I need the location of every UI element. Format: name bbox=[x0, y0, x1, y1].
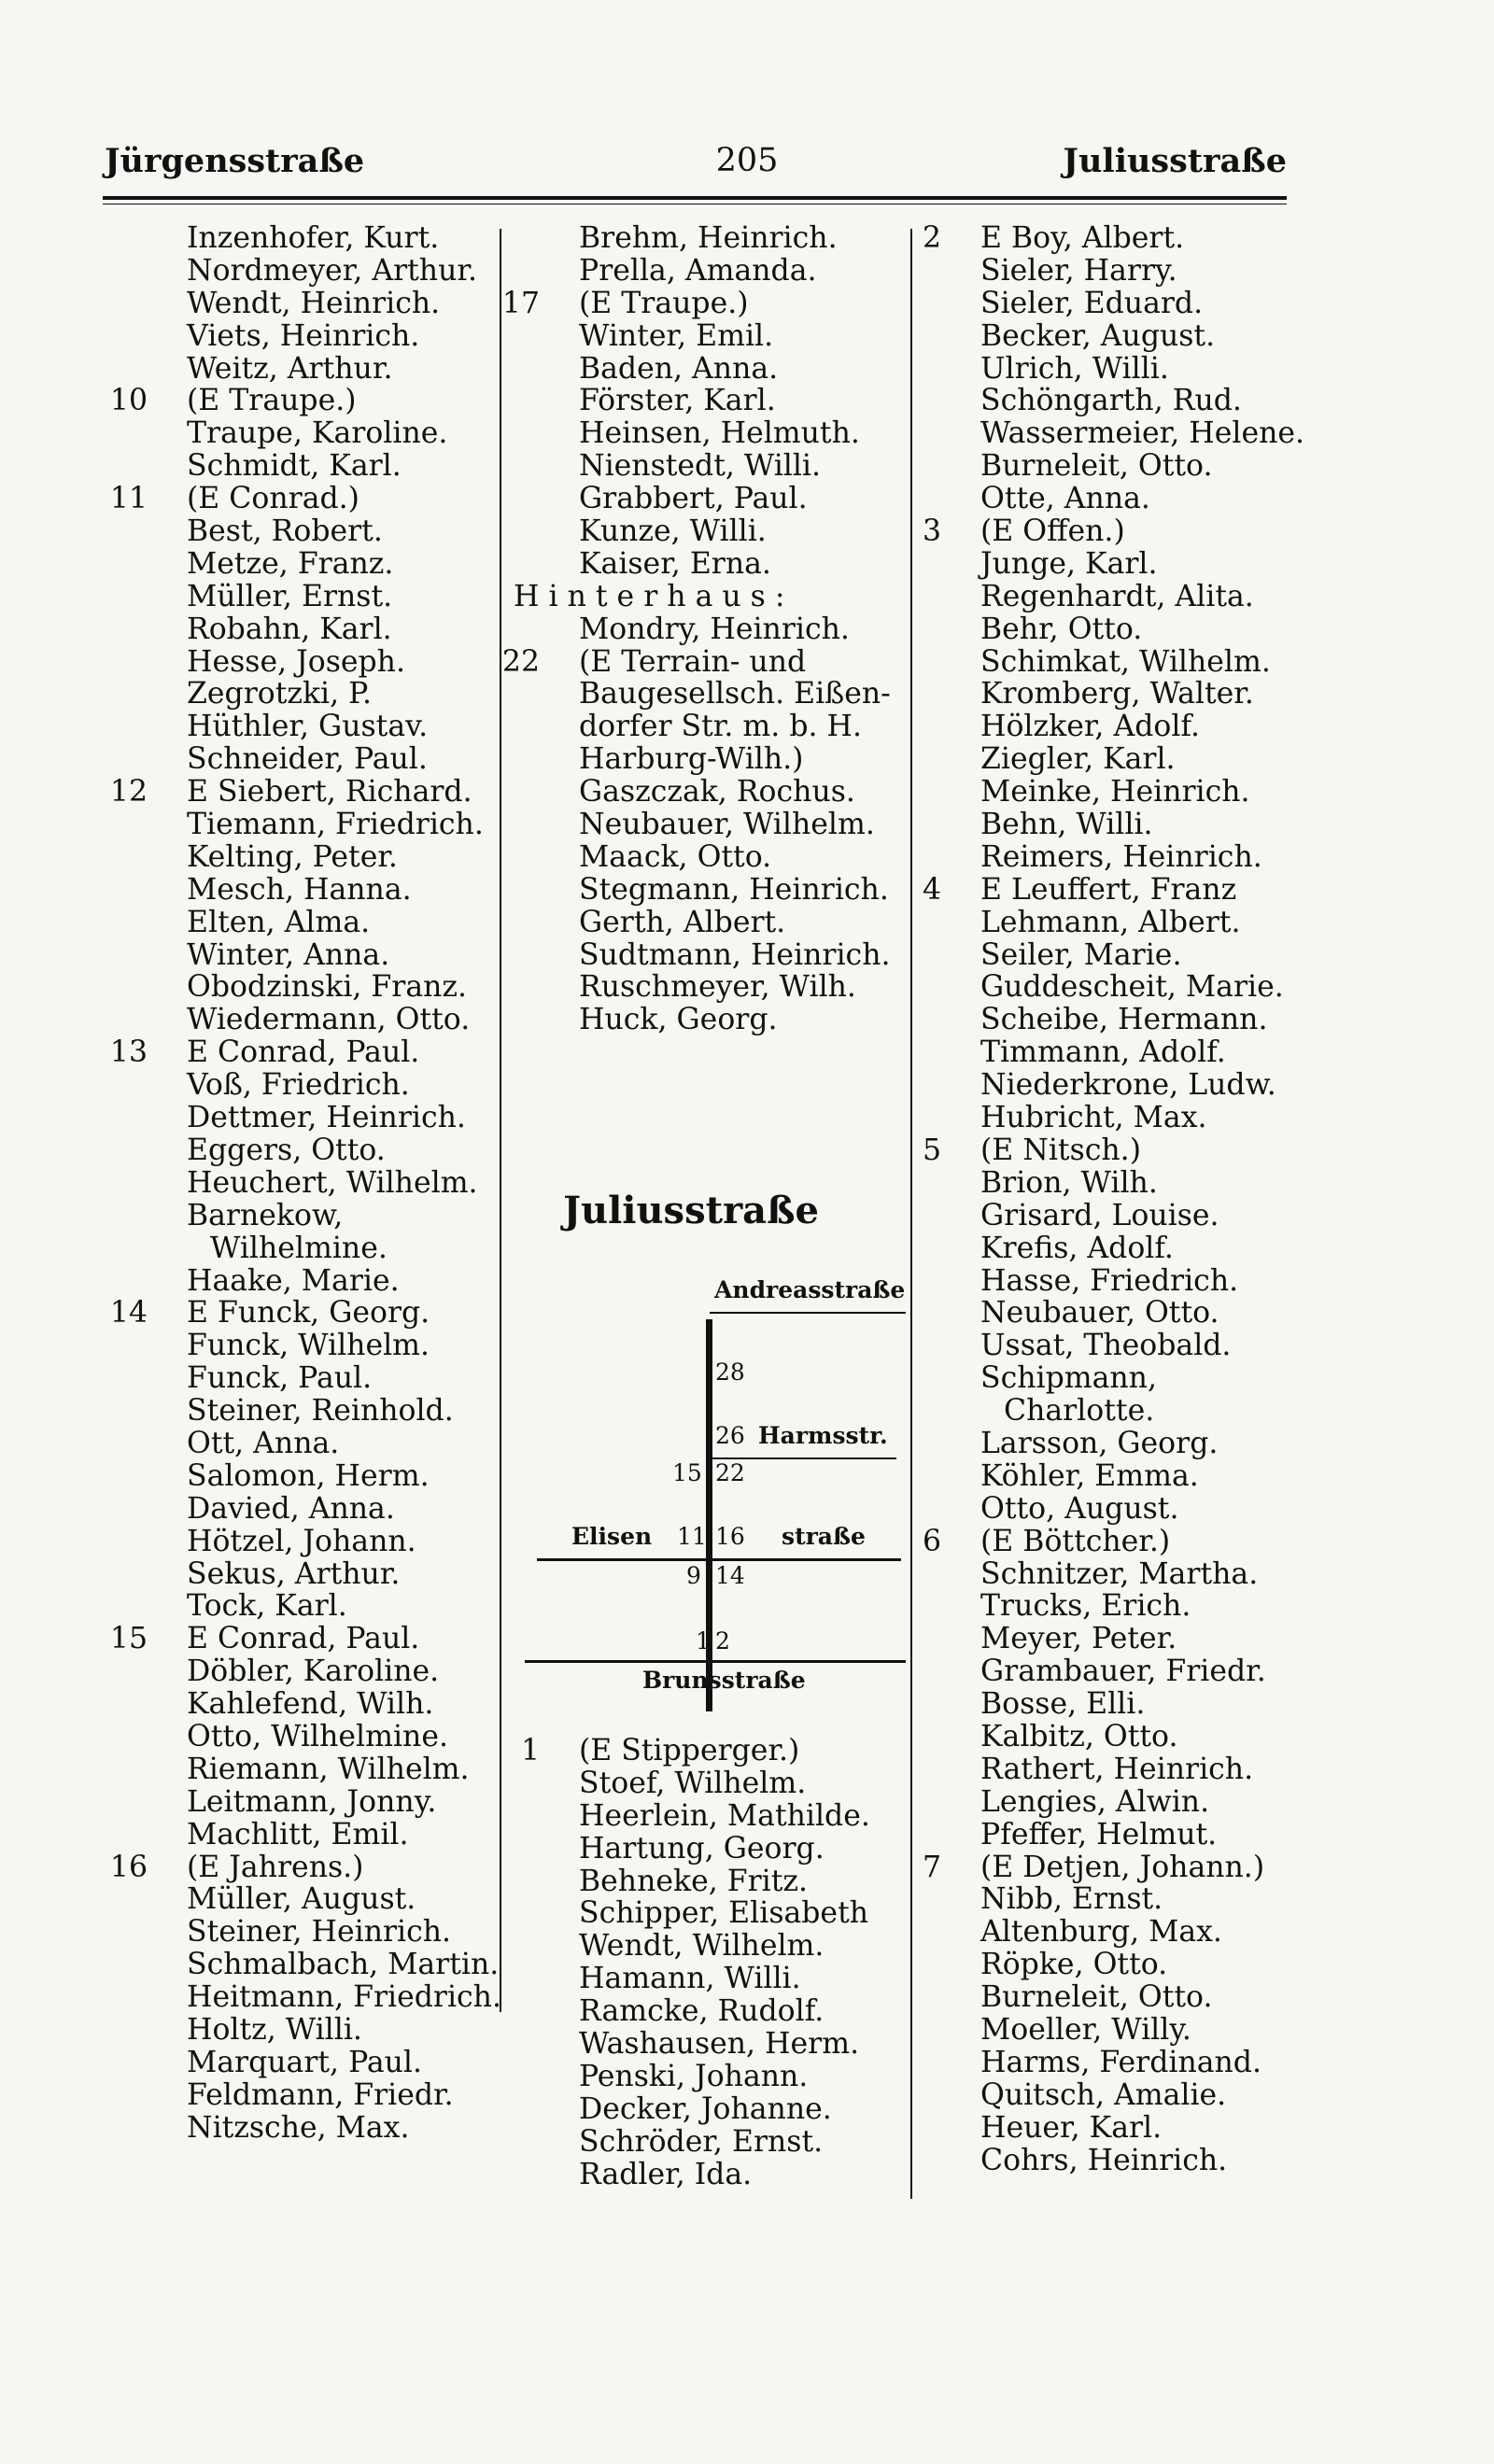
street-map bbox=[523, 1265, 915, 1695]
resident-name: Krefis, Adolf. bbox=[980, 1231, 1174, 1265]
resident-name: Heuer, Karl. bbox=[980, 2110, 1163, 2145]
map-number: 28 bbox=[715, 1359, 745, 1386]
map-bottom-street-line bbox=[525, 1660, 906, 1663]
house-number: 6 bbox=[922, 1524, 941, 1558]
resident-name: Winter, Emil. bbox=[579, 318, 774, 353]
resident-name: Behr, Otto. bbox=[980, 612, 1143, 646]
resident-name: Ziegler, Karl. bbox=[980, 742, 1176, 777]
resident-name: Bosse, Elli. bbox=[980, 1687, 1146, 1722]
map-number: 2 bbox=[715, 1627, 730, 1654]
map-number: 9 bbox=[686, 1562, 701, 1589]
resident-name: Rathert, Heinrich. bbox=[980, 1752, 1254, 1786]
resident-name: Wendt, Heinrich. bbox=[187, 286, 441, 320]
resident-name: Voß, Friedrich. bbox=[187, 1068, 410, 1103]
resident-name: Schipmann, bbox=[980, 1361, 1157, 1396]
resident-name: Ulrich, Willi. bbox=[980, 351, 1169, 386]
resident-name: Tock, Karl. bbox=[187, 1589, 347, 1624]
resident-name: Prella, Amanda. bbox=[579, 253, 817, 288]
resident-name: Ruschmeyer, Wilh. bbox=[579, 970, 856, 1005]
resident-name: Decker, Johanne. bbox=[579, 2091, 832, 2126]
resident-name: Maack, Otto. bbox=[579, 839, 772, 874]
resident-name: E Siebert, Richard. bbox=[187, 775, 472, 810]
header-rule bbox=[103, 196, 1287, 200]
resident-name: Inzenhofer, Kurt. bbox=[187, 221, 440, 255]
resident-name: Heinsen, Helmuth. bbox=[579, 416, 860, 451]
house-number: 14 bbox=[109, 1296, 148, 1331]
resident-name: Brion, Wilh. bbox=[980, 1165, 1158, 1200]
resident-name: H i n t e r h a u s : bbox=[514, 579, 785, 613]
resident-name: Baden, Anna. bbox=[579, 351, 779, 386]
resident-name: Neubauer, Otto. bbox=[980, 1296, 1219, 1331]
house-number: 10 bbox=[109, 384, 148, 418]
header-left-street: Jürgensstraße bbox=[105, 142, 365, 180]
resident-name: Wendt, Wilhelm. bbox=[579, 1929, 825, 1964]
resident-name: Charlotte. bbox=[1004, 1394, 1155, 1429]
resident-name: Marquart, Paul. bbox=[187, 2045, 422, 2079]
header-right-street: Juliusstraße bbox=[1063, 142, 1287, 180]
house-number: 17 bbox=[501, 286, 540, 320]
resident-name: Viets, Heinrich. bbox=[187, 318, 420, 353]
house-number: 5 bbox=[922, 1133, 941, 1167]
resident-name: Trucks, Erich. bbox=[980, 1589, 1191, 1624]
resident-name: (E Nitsch.) bbox=[980, 1133, 1141, 1167]
house-number: 4 bbox=[922, 872, 941, 907]
resident-name: Penski, Johann. bbox=[579, 2059, 809, 2093]
resident-name: Röpke, Otto. bbox=[980, 1948, 1168, 1982]
resident-name: Wilhelmine. bbox=[210, 1231, 388, 1265]
resident-name: Kaiser, Erna. bbox=[579, 546, 771, 581]
resident-name: Pfeffer, Helmut. bbox=[980, 1817, 1218, 1852]
resident-name: Sieler, Eduard. bbox=[980, 286, 1204, 320]
house-number: 2 bbox=[922, 221, 941, 255]
resident-name: Moeller, Willy. bbox=[980, 2012, 1191, 2047]
resident-name: Ott, Anna. bbox=[187, 1426, 340, 1460]
resident-name: Schnitzer, Martha. bbox=[980, 1556, 1259, 1591]
map-number: 26 bbox=[715, 1422, 745, 1449]
resident-name: Schipper, Elisabeth bbox=[579, 1896, 869, 1931]
resident-name: Hubricht, Max. bbox=[980, 1101, 1207, 1135]
resident-name: Nitzsche, Max. bbox=[187, 2110, 410, 2145]
resident-name: Behn, Willi. bbox=[980, 808, 1153, 842]
resident-name: Seiler, Marie. bbox=[980, 937, 1182, 972]
resident-name: (E Jahrens.) bbox=[187, 1850, 364, 1884]
resident-name: Otto, August. bbox=[980, 1491, 1179, 1526]
resident-name: Cohrs, Heinrich. bbox=[980, 2143, 1228, 2177]
resident-name: Junge, Karl. bbox=[980, 546, 1158, 581]
resident-name: Best, Robert. bbox=[187, 514, 383, 549]
resident-name: Hötzel, Johann. bbox=[187, 1524, 416, 1558]
resident-name: Döbler, Karoline. bbox=[187, 1654, 440, 1689]
resident-name: Dettmer, Heinrich. bbox=[187, 1101, 466, 1135]
house-number: 11 bbox=[109, 482, 148, 516]
page-number: 205 bbox=[715, 142, 779, 179]
resident-name: Köhler, Emma. bbox=[980, 1458, 1199, 1493]
resident-name: (E Traupe.) bbox=[579, 286, 749, 320]
resident-name: Schmidt, Karl. bbox=[187, 449, 402, 484]
resident-name: Kahlefend, Wilh. bbox=[187, 1687, 434, 1722]
resident-name: Funck, Wilhelm. bbox=[187, 1329, 430, 1363]
resident-name: Harburg-Wilh.) bbox=[579, 742, 804, 777]
resident-name: Lengies, Alwin. bbox=[980, 1784, 1210, 1819]
resident-name: Traupe, Karoline. bbox=[187, 416, 448, 451]
resident-name: Eggers, Otto. bbox=[187, 1133, 386, 1167]
resident-name: Stegmann, Heinrich. bbox=[579, 872, 889, 907]
map-number: 22 bbox=[715, 1459, 745, 1486]
resident-name: Heerlein, Mathilde. bbox=[579, 1798, 870, 1833]
map-right-street-top: Harmsstr. bbox=[758, 1422, 888, 1449]
resident-name: Hesse, Joseph. bbox=[187, 644, 405, 679]
map-top-street-line bbox=[710, 1312, 906, 1314]
resident-name: Grisard, Louise. bbox=[980, 1198, 1219, 1232]
resident-name: Schmalbach, Martin. bbox=[187, 1948, 500, 1982]
resident-name: Metze, Franz. bbox=[187, 546, 394, 581]
resident-name: Huck, Georg. bbox=[579, 1003, 778, 1037]
map-bottom-street: Brunsstraße bbox=[642, 1667, 806, 1694]
resident-name: (E Conrad.) bbox=[187, 482, 359, 516]
resident-name: Elten, Alma. bbox=[187, 905, 371, 939]
resident-name: E Conrad, Paul. bbox=[187, 1622, 420, 1656]
resident-name: Schimkat, Wilhelm. bbox=[980, 644, 1271, 679]
resident-name: Mondry, Heinrich. bbox=[579, 612, 850, 646]
resident-name: E Leuffert, Franz bbox=[980, 872, 1237, 907]
resident-name: Salomon, Herm. bbox=[187, 1458, 430, 1493]
resident-name: Behneke, Fritz. bbox=[579, 1864, 809, 1898]
resident-name: Otte, Anna. bbox=[980, 482, 1150, 516]
resident-name: Ramcke, Rudolf. bbox=[579, 1994, 825, 2029]
resident-name: Guddescheit, Marie. bbox=[980, 970, 1284, 1005]
resident-name: Sekus, Arthur. bbox=[187, 1556, 401, 1591]
resident-name: E Conrad, Paul. bbox=[187, 1035, 420, 1070]
resident-name: Kelting, Peter. bbox=[187, 839, 398, 874]
resident-name: Grambauer, Friedr. bbox=[980, 1654, 1266, 1689]
house-number: 22 bbox=[501, 644, 540, 679]
resident-name: Tiemann, Friedrich. bbox=[187, 808, 484, 842]
house-number: 3 bbox=[922, 514, 941, 549]
resident-name: Davied, Anna. bbox=[187, 1491, 395, 1526]
resident-name: Schöngarth, Rud. bbox=[980, 384, 1242, 418]
resident-name: Burneleit, Otto. bbox=[980, 1980, 1213, 2015]
resident-name: Feldmann, Friedr. bbox=[187, 2077, 454, 2112]
resident-name: Becker, August. bbox=[980, 318, 1216, 353]
resident-name: Regenhardt, Alita. bbox=[980, 579, 1254, 613]
resident-name: Robahn, Karl. bbox=[187, 612, 392, 646]
resident-name: Nienstedt, Willi. bbox=[579, 449, 822, 484]
resident-name: Winter, Anna. bbox=[187, 937, 390, 972]
resident-name: Holtz, Willi. bbox=[187, 2012, 362, 2047]
resident-name: Otto, Wilhelmine. bbox=[187, 1719, 448, 1753]
resident-name: (E Detjen, Johann.) bbox=[980, 1850, 1265, 1884]
map-top-street: Andreasstraße bbox=[714, 1276, 906, 1303]
house-number: 12 bbox=[109, 775, 148, 810]
map-left-street: Elisen bbox=[571, 1523, 653, 1550]
resident-name: Hölzker, Adolf. bbox=[980, 710, 1200, 744]
resident-name: Barnekow, bbox=[187, 1198, 344, 1232]
resident-name: (E Offen.) bbox=[980, 514, 1125, 549]
house-number: 15 bbox=[109, 1622, 148, 1656]
resident-name: E Funck, Georg. bbox=[187, 1296, 430, 1331]
resident-name: Stoef, Wilhelm. bbox=[579, 1766, 807, 1800]
resident-name: (E Traupe.) bbox=[187, 384, 357, 418]
resident-name: Lehmann, Albert. bbox=[980, 905, 1241, 939]
resident-name: Förster, Karl. bbox=[579, 384, 776, 418]
resident-name: Radler, Ida. bbox=[579, 2157, 753, 2191]
resident-name: Meinke, Heinrich. bbox=[980, 775, 1250, 810]
house-number: 13 bbox=[109, 1035, 148, 1070]
map-number: 16 bbox=[715, 1523, 745, 1550]
resident-name: Hüthler, Gustav. bbox=[187, 710, 429, 744]
resident-name: Heitmann, Friedrich. bbox=[187, 1980, 501, 2015]
resident-name: Steiner, Heinrich. bbox=[187, 1915, 452, 1950]
resident-name: Schneider, Paul. bbox=[187, 742, 428, 777]
resident-name: Heuchert, Wilhelm. bbox=[187, 1165, 478, 1200]
house-number: 1 bbox=[520, 1734, 540, 1767]
resident-name: Müller, Ernst. bbox=[187, 579, 393, 613]
resident-name: Ussat, Theobald. bbox=[980, 1329, 1232, 1363]
resident-name: Harms, Ferdinand. bbox=[980, 2045, 1261, 2079]
resident-name: Obodzinski, Franz. bbox=[187, 970, 468, 1005]
resident-name: Wiedermann, Otto. bbox=[187, 1003, 471, 1037]
resident-name: (E Terrain- und bbox=[579, 644, 807, 679]
resident-name: Haake, Marie. bbox=[187, 1263, 400, 1298]
house-number: 16 bbox=[109, 1850, 148, 1884]
resident-name: dorfer Str. m. b. H. bbox=[579, 710, 862, 744]
resident-name: Reimers, Heinrich. bbox=[980, 839, 1262, 874]
resident-name: Kalbitz, Otto. bbox=[980, 1719, 1178, 1753]
resident-name: Kunze, Willi. bbox=[579, 514, 767, 549]
map-right-street-bottom: straße bbox=[782, 1523, 866, 1550]
resident-name: Meyer, Peter. bbox=[980, 1622, 1177, 1656]
resident-name: Nibb, Ernst. bbox=[980, 1882, 1163, 1917]
resident-name: Sieler, Harry. bbox=[980, 253, 1177, 288]
resident-name: Mesch, Hanna. bbox=[187, 872, 412, 907]
resident-name: Sudtmann, Heinrich. bbox=[579, 937, 891, 972]
resident-name: Altenburg, Max. bbox=[980, 1915, 1222, 1950]
resident-name: Müller, August. bbox=[187, 1882, 416, 1917]
resident-name: Scheibe, Hermann. bbox=[980, 1003, 1268, 1037]
house-number: 7 bbox=[922, 1850, 941, 1884]
resident-name: Brehm, Heinrich. bbox=[579, 221, 838, 255]
resident-name: Larsson, Georg. bbox=[980, 1426, 1219, 1460]
section-title: Juliusstraße bbox=[563, 1189, 819, 1232]
resident-name: Timmann, Adolf. bbox=[980, 1035, 1226, 1070]
resident-name: Hasse, Friedrich. bbox=[980, 1263, 1239, 1298]
resident-name: E Boy, Albert. bbox=[980, 221, 1185, 255]
resident-name: Gerth, Albert. bbox=[579, 905, 786, 939]
resident-name: Wassermeier, Helene. bbox=[980, 416, 1305, 451]
resident-name: Machlitt, Emil. bbox=[187, 1817, 409, 1852]
map-number: 11 bbox=[677, 1523, 707, 1550]
resident-name: (E Böttcher.) bbox=[980, 1524, 1171, 1558]
resident-name: Funck, Paul. bbox=[187, 1361, 373, 1396]
resident-name: Washausen, Herm. bbox=[579, 2027, 860, 2062]
resident-name: Zegrotzki, P. bbox=[187, 677, 372, 711]
resident-name: Quitsch, Amalie. bbox=[980, 2077, 1227, 2112]
resident-name: Niederkrone, Ludw. bbox=[980, 1068, 1276, 1103]
resident-name: Gaszczak, Rochus. bbox=[579, 775, 855, 810]
resident-name: Schröder, Ernst. bbox=[579, 2124, 824, 2159]
resident-name: Kromberg, Walter. bbox=[980, 677, 1254, 711]
map-number: 1 bbox=[696, 1627, 711, 1654]
map-number: 14 bbox=[715, 1562, 745, 1589]
resident-name: Weitz, Arthur. bbox=[187, 351, 393, 386]
resident-name: (E Stipperger.) bbox=[579, 1734, 800, 1767]
map-cross-street-line bbox=[537, 1558, 901, 1561]
resident-name: Burneleit, Otto. bbox=[980, 449, 1213, 484]
resident-name: Baugesellsch. Eißen- bbox=[579, 677, 891, 711]
resident-name: Riemann, Wilhelm. bbox=[187, 1752, 470, 1786]
resident-name: Neubauer, Wilhelm. bbox=[579, 808, 875, 842]
map-number: 15 bbox=[672, 1459, 702, 1486]
resident-name: Hamann, Willi. bbox=[579, 1962, 801, 1996]
resident-name: Hartung, Georg. bbox=[579, 1831, 825, 1866]
resident-name: Leitmann, Jonny. bbox=[187, 1784, 437, 1819]
resident-name: Nordmeyer, Arthur. bbox=[187, 253, 477, 288]
resident-name: Steiner, Reinhold. bbox=[187, 1394, 454, 1429]
resident-name: Grabbert, Paul. bbox=[579, 482, 808, 516]
